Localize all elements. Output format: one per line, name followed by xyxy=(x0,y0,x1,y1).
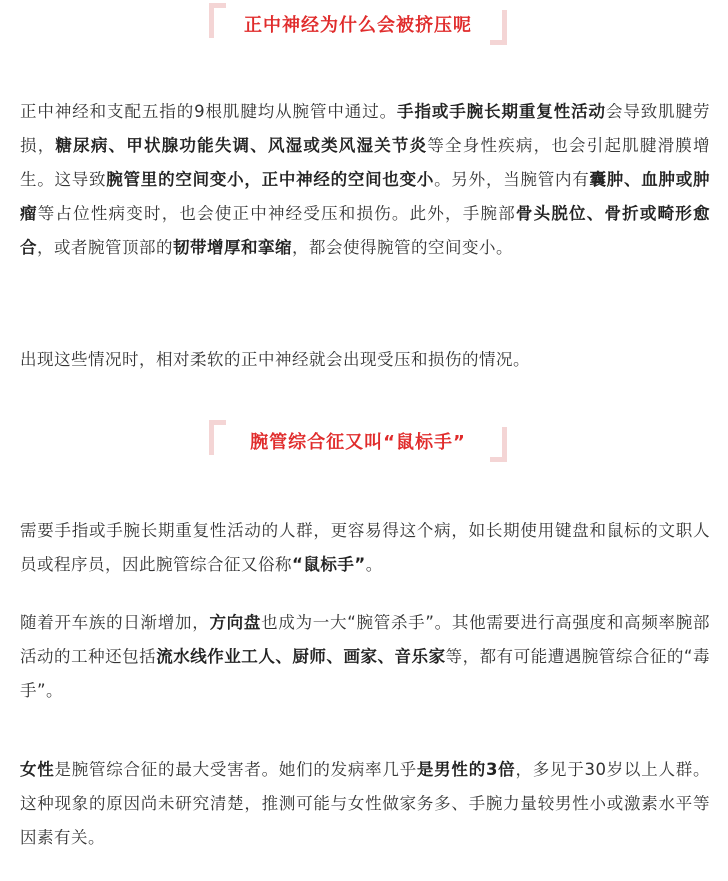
paragraph xyxy=(20,753,710,855)
paragraph xyxy=(20,514,710,582)
heading-title: 腕管综合征又叫“鼠标手” xyxy=(250,432,466,453)
text-run: 正中神经和支配五指的9根肌腱均从腕管中通过。 xyxy=(20,102,398,121)
text-run: 随着开车族的日渐增加， xyxy=(20,613,210,632)
text-run: ，多见于30岁以上人群。这种现象的原因尚未研究清楚，推测可能与女性做家务多、手腕力量较男性小或激素水平等因素有关。 xyxy=(20,760,711,847)
bold-text: 糖尿病、甲状腺功能失调、风湿或类风湿关节炎 xyxy=(55,136,428,155)
heading-corner-decoration xyxy=(209,3,226,38)
bold-text: 流水线作业工人、厨师、画家、音乐家 xyxy=(156,647,446,666)
text-run: 等占位性病变时，也会使正中神经受压和损伤。此外，手腕部 xyxy=(37,204,516,223)
paragraph: 出现这些情况时，相对柔软的正中神经就会出现受压和损伤的情况。 xyxy=(20,350,530,369)
heading-corner-decoration xyxy=(490,10,507,45)
bold-text: 腕管里的空间变小，正中神经的空间也变小 xyxy=(106,170,435,189)
bold-text: 是男性的3倍 xyxy=(416,760,516,779)
section-heading-1 xyxy=(209,3,507,45)
heading-corner-decoration xyxy=(490,427,507,462)
bold-text: 骨头脱位、骨折或畸形愈合 xyxy=(20,204,711,257)
text-run: 。另外，当腕管内有 xyxy=(434,170,590,189)
bold-text: 女性 xyxy=(20,760,55,779)
text-run: ，或者腕管顶部的 xyxy=(37,238,173,257)
bold-text: 方向盘 xyxy=(209,613,262,632)
bold-text: 韧带增厚和挛缩 xyxy=(173,238,292,257)
heading-title: 正中神经为什么会被挤压呢 xyxy=(244,15,472,36)
text-run: 等全身性疾病，也会引起肌腱滑膜增生。这导致 xyxy=(20,136,711,189)
section-heading-2 xyxy=(209,420,507,462)
text-run: 会导致肌腱劳损， xyxy=(20,102,711,155)
text-run: 是腕管综合征的最大受害者。她们的发病率几乎 xyxy=(54,760,417,779)
text-run: 等，都有可能遭遇腕管综合征的“毒手”。 xyxy=(20,647,710,700)
text-run: 。 xyxy=(365,555,383,574)
text-run: ，都会使得腕管的空间变小。 xyxy=(292,238,513,257)
text-run: 需要手指或手腕长期重复性活动的人群，更容易得这个病，如长期使用键盘和鼠标的文职人员或程序员，因此腕管综合征又俗称 xyxy=(20,521,710,574)
paragraph xyxy=(20,95,710,265)
text-run: 也成为一大“腕管杀手”。其他需要进行高强度和高频率腕部活动的工种还包括 xyxy=(20,613,711,666)
bold-text: 手指或手腕长期重复性活动 xyxy=(397,102,606,121)
paragraph xyxy=(20,606,710,708)
bold-text: 囊肿、血肿或肿瘤 xyxy=(20,170,711,223)
bold-text: “鼠标手” xyxy=(292,555,366,574)
heading-corner-decoration xyxy=(209,420,226,455)
